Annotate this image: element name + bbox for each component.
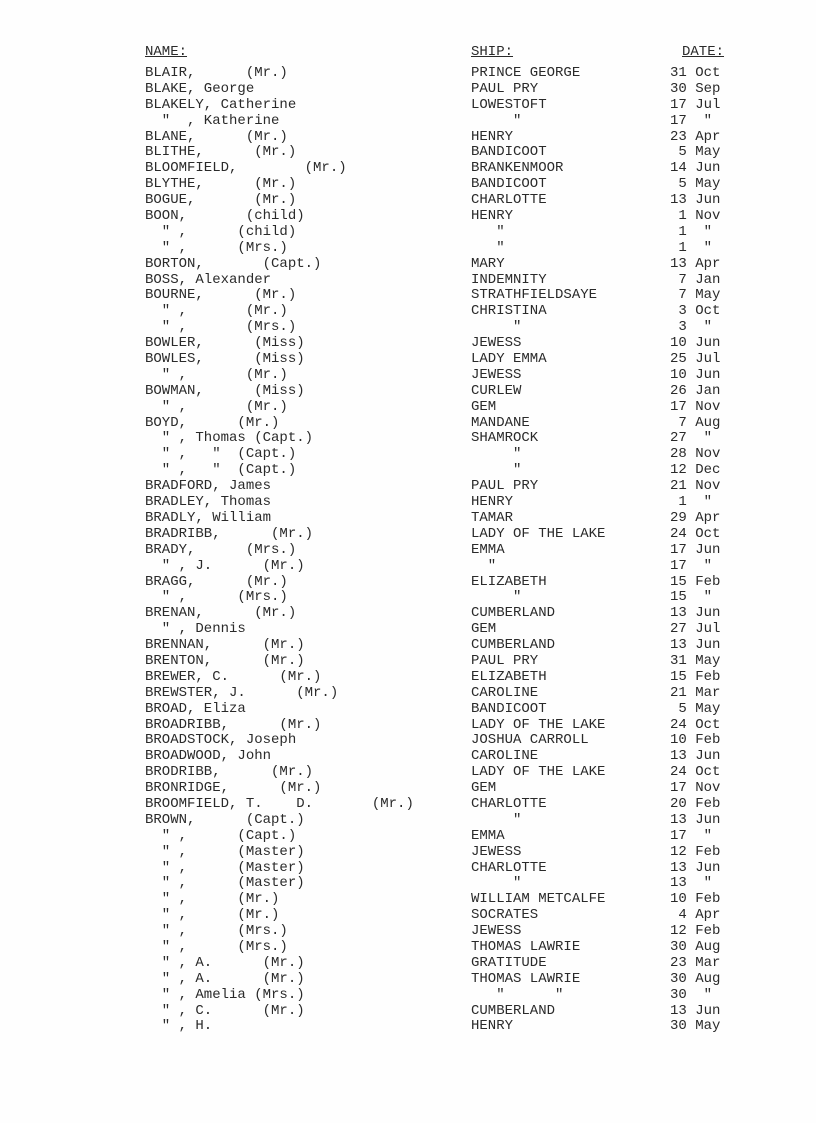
name-cell: BRADRIBB, (Mr.)	[145, 525, 314, 542]
date-cell: 7 Jan	[670, 271, 721, 288]
name-cell: BRADLEY, Thomas	[145, 494, 272, 511]
ship-cell: PAUL PRY	[471, 478, 539, 495]
ship-cell: BRANKENMOOR	[471, 160, 564, 177]
date-cell: 1 Nov	[670, 208, 721, 225]
ship-cell: GEM	[471, 780, 497, 797]
date-cell: 4 Apr	[670, 907, 721, 924]
ship-cell: CUMBERLAND	[471, 1002, 556, 1019]
name-cell: " , J. (Mr.)	[145, 557, 305, 574]
ship-cell: CHARLOTTE	[471, 192, 547, 209]
name-cell: BOWLER, (Miss)	[145, 335, 305, 352]
ship-cell: JEWESS	[471, 843, 522, 860]
table-row	[0, 861, 816, 877]
name-cell: " , (child)	[145, 223, 297, 240]
ship-cell: INDEMNITY	[471, 271, 547, 288]
ship-cell: LADY OF THE LAKE	[471, 716, 606, 733]
table-row	[0, 400, 816, 416]
name-cell: BRAGG, (Mr.)	[145, 573, 288, 590]
table-row	[0, 638, 816, 654]
date-cell: 17 Nov	[670, 780, 721, 797]
name-cell: BROADRIBB, (Mr.)	[145, 716, 322, 733]
ship-cell: MANDANE	[471, 414, 530, 431]
ship-cell: "	[471, 223, 505, 240]
table-row	[0, 209, 816, 225]
date-cell: 13 Jun	[670, 748, 721, 765]
table-row	[0, 606, 816, 622]
table-row	[0, 781, 816, 797]
name-cell: " , (Mrs.)	[145, 319, 297, 336]
date-cell: 21 Mar	[670, 684, 721, 701]
table-row	[0, 797, 816, 813]
table-row	[0, 1019, 816, 1035]
name-cell: BROADSTOCK, Joseph	[145, 732, 297, 749]
name-cell: BROAD, Eliza	[145, 700, 246, 717]
table-row	[0, 876, 816, 892]
date-cell: 13 Jun	[670, 859, 721, 876]
date-cell: 30 Aug	[670, 938, 721, 955]
date-cell: 12 Feb	[670, 843, 721, 860]
date-cell: 23 Apr	[670, 128, 721, 145]
ship-cell: "	[471, 239, 505, 256]
name-cell: " , H.	[145, 1018, 213, 1035]
name-cell: " , (Mrs.)	[145, 938, 288, 955]
table-row	[0, 511, 816, 527]
table-row	[0, 320, 816, 336]
ship-cell: TAMAR	[471, 509, 514, 526]
ship-cell: SHAMROCK	[471, 430, 539, 447]
date-cell: 24 Oct	[670, 525, 721, 542]
table-row	[0, 892, 816, 908]
name-cell: BOSS, Alexander	[145, 271, 272, 288]
ship-cell: LADY OF THE LAKE	[471, 525, 606, 542]
table-row	[0, 288, 816, 304]
name-cell: " , (Master)	[145, 859, 305, 876]
date-cell: 30 May	[670, 1018, 721, 1035]
name-cell: BLAKELY, Catherine	[145, 96, 297, 113]
name-cell: BLAIR, (Mr.)	[145, 65, 288, 81]
ship-cell: PRINCE GEORGE	[471, 65, 581, 81]
table-row	[0, 559, 816, 575]
ship-cell: GRATITUDE	[471, 954, 547, 971]
date-cell: 12 Dec	[670, 462, 721, 479]
table-row	[0, 130, 816, 146]
name-cell: " , C. (Mr.)	[145, 1002, 305, 1019]
date-cell: 27 "	[670, 430, 713, 447]
date-cell: 7 May	[670, 287, 721, 304]
table-row	[0, 829, 816, 845]
ship-cell: CHARLOTTE	[471, 859, 547, 876]
table-row	[0, 988, 816, 1004]
table-row	[0, 924, 816, 940]
date-cell: 17 Jul	[670, 96, 721, 113]
ship-cell: EMMA	[471, 541, 505, 558]
ship-cell: HENRY	[471, 494, 514, 511]
name-cell: " , (Mrs.)	[145, 239, 288, 256]
date-cell: 14 Jun	[670, 160, 721, 177]
name-cell: " , (Mr.)	[145, 398, 288, 415]
table-row	[0, 304, 816, 320]
ship-cell: "	[471, 875, 522, 892]
ship-cell: GEM	[471, 621, 497, 638]
date-cell: 15 Feb	[670, 668, 721, 685]
table-row	[0, 257, 816, 273]
ship-cell: CHARLOTTE	[471, 795, 547, 812]
ship-cell: "	[471, 319, 522, 336]
name-cell: BRADY, (Mrs.)	[145, 541, 297, 558]
table-row	[0, 1004, 816, 1020]
ship-cell: "	[471, 589, 522, 606]
passenger-list	[0, 66, 816, 1035]
table-row	[0, 670, 816, 686]
ship-cell: "	[471, 462, 522, 479]
date-cell: 10 Jun	[670, 335, 721, 352]
ship-cell: HENRY	[471, 208, 514, 225]
name-cell: BOON, (child)	[145, 208, 305, 225]
table-row	[0, 431, 816, 447]
date-cell: 30 Sep	[670, 80, 721, 97]
name-cell: BRENAN, (Mr.)	[145, 605, 297, 622]
date-cell: 13 Jun	[670, 811, 721, 828]
ship-cell: "	[471, 811, 522, 828]
date-cell: 15 "	[670, 589, 713, 606]
name-cell: " , (Mrs.)	[145, 589, 288, 606]
ship-cell: THOMAS LAWRIE	[471, 938, 581, 955]
table-row	[0, 718, 816, 734]
name-cell: " , " (Capt.)	[145, 446, 297, 463]
date-cell: 28 Nov	[670, 446, 721, 463]
name-cell: BREWER, C. (Mr.)	[145, 668, 322, 685]
date-cell: 23 Mar	[670, 954, 721, 971]
name-cell: BRENTON, (Mr.)	[145, 652, 305, 669]
table-row	[0, 66, 816, 82]
date-cell: 1 "	[670, 223, 713, 240]
date-cell: 1 "	[670, 239, 713, 256]
name-cell: " , (Mr.)	[145, 907, 280, 924]
ship-cell: HENRY	[471, 128, 514, 145]
table-row	[0, 241, 816, 257]
ship-cell: HENRY	[471, 1018, 514, 1035]
name-cell: " , (Master)	[145, 843, 305, 860]
table-row	[0, 225, 816, 241]
date-cell: 30 Aug	[670, 970, 721, 987]
ship-cell: STRATHFIELDSAYE	[471, 287, 598, 304]
table-row	[0, 98, 816, 114]
name-cell: BOYD, (Mr.)	[145, 414, 280, 431]
ship-cell: BANDICOOT	[471, 700, 547, 717]
date-cell: 3 Oct	[670, 303, 721, 320]
table-row	[0, 702, 816, 718]
ship-cell: CUMBERLAND	[471, 605, 556, 622]
table-row	[0, 765, 816, 781]
ship-cell: LOWESTOFT	[471, 96, 547, 113]
table-row	[0, 447, 816, 463]
ship-cell: "	[471, 112, 522, 129]
table-row	[0, 82, 816, 98]
table-row	[0, 622, 816, 638]
date-cell: 5 May	[670, 176, 721, 193]
name-cell: BRENNAN, (Mr.)	[145, 637, 305, 654]
ship-cell: JEWESS	[471, 335, 522, 352]
ship-cell: BANDICOOT	[471, 144, 547, 161]
date-cell: 13 Jun	[670, 1002, 721, 1019]
table-row	[0, 813, 816, 829]
name-cell: BLYTHE, (Mr.)	[145, 176, 297, 193]
date-cell: 10 Feb	[670, 732, 721, 749]
name-column-header: NAME:	[145, 44, 188, 60]
table-row	[0, 114, 816, 130]
ship-cell: ELIZABETH	[471, 573, 547, 590]
date-cell: 31 May	[670, 652, 721, 669]
name-cell: BREWSTER, J. (Mr.)	[145, 684, 339, 701]
table-row	[0, 845, 816, 861]
ship-column-header: SHIP:	[471, 44, 514, 60]
date-cell: 17 "	[670, 112, 713, 129]
ship-cell: JEWESS	[471, 366, 522, 383]
name-cell: BRONRIDGE, (Mr.)	[145, 780, 322, 797]
name-cell: BRADFORD, James	[145, 478, 272, 495]
name-cell: BORTON, (Capt.)	[145, 255, 322, 272]
ship-cell: "	[471, 446, 522, 463]
date-cell: 5 May	[670, 144, 721, 161]
name-cell: " , (Master)	[145, 875, 305, 892]
table-row	[0, 193, 816, 209]
table-row	[0, 733, 816, 749]
ship-cell: PAUL PRY	[471, 80, 539, 97]
date-cell: 27 Jul	[670, 621, 721, 638]
date-cell: 13 Jun	[670, 637, 721, 654]
ship-cell: ELIZABETH	[471, 668, 547, 685]
table-row	[0, 479, 816, 495]
table-row	[0, 161, 816, 177]
ship-cell: MARY	[471, 255, 505, 272]
date-cell: 17 Nov	[670, 398, 721, 415]
table-row	[0, 145, 816, 161]
date-cell: 13 "	[670, 875, 713, 892]
name-cell: " , Thomas (Capt.)	[145, 430, 314, 447]
ship-cell: CHRISTINA	[471, 303, 547, 320]
ship-cell: BANDICOOT	[471, 176, 547, 193]
ship-cell: JEWESS	[471, 923, 522, 940]
table-row	[0, 590, 816, 606]
name-cell: BOGUE, (Mr.)	[145, 192, 297, 209]
name-cell: " , (Mr.)	[145, 366, 288, 383]
name-cell: " , " (Capt.)	[145, 462, 297, 479]
name-cell: BOWLES, (Miss)	[145, 351, 305, 368]
name-cell: BRODRIBB, (Mr.)	[145, 764, 314, 781]
table-row	[0, 972, 816, 988]
date-cell: 24 Oct	[670, 764, 721, 781]
date-cell: 21 Nov	[670, 478, 721, 495]
name-cell: " , A. (Mr.)	[145, 954, 305, 971]
date-cell: 26 Jan	[670, 382, 721, 399]
table-row	[0, 368, 816, 384]
ship-cell: "	[471, 557, 497, 574]
table-row	[0, 575, 816, 591]
name-cell: BROOMFIELD, T. D. (Mr.)	[145, 795, 414, 812]
ship-cell: THOMAS LAWRIE	[471, 970, 581, 987]
ship-cell: CURLEW	[471, 382, 522, 399]
name-cell: BLITHE, (Mr.)	[145, 144, 297, 161]
name-cell: BROADWOOD, John	[145, 748, 272, 765]
date-cell: 31 Oct	[670, 65, 721, 81]
name-cell: " , (Mr.)	[145, 303, 288, 320]
date-cell: 10 Feb	[670, 891, 721, 908]
table-row	[0, 749, 816, 765]
name-cell: BLOOMFIELD, (Mr.)	[145, 160, 347, 177]
date-column-header: DATE:	[682, 44, 725, 60]
table-row	[0, 543, 816, 559]
date-cell: 1 "	[670, 494, 713, 511]
table-row	[0, 336, 816, 352]
table-row	[0, 956, 816, 972]
table-row	[0, 352, 816, 368]
table-row	[0, 908, 816, 924]
name-cell: BRADLY, William	[145, 509, 272, 526]
date-cell: 25 Jul	[670, 351, 721, 368]
name-cell: BROWN, (Capt.)	[145, 811, 305, 828]
ship-cell: GEM	[471, 398, 497, 415]
name-cell: BLANE, (Mr.)	[145, 128, 288, 145]
date-cell: 15 Feb	[670, 573, 721, 590]
ship-cell: " "	[471, 986, 564, 1003]
table-row	[0, 940, 816, 956]
date-cell: 13 Apr	[670, 255, 721, 272]
date-cell: 5 May	[670, 700, 721, 717]
ship-cell: SOCRATES	[471, 907, 539, 924]
date-cell: 17 "	[670, 827, 713, 844]
date-cell: 13 Jun	[670, 192, 721, 209]
ship-cell: WILLIAM METCALFE	[471, 891, 606, 908]
table-row	[0, 654, 816, 670]
ship-cell: CAROLINE	[471, 748, 539, 765]
ship-cell: PAUL PRY	[471, 652, 539, 669]
name-cell: " , (Mr.)	[145, 891, 280, 908]
date-cell: 7 Aug	[670, 414, 721, 431]
table-row	[0, 177, 816, 193]
date-cell: 29 Apr	[670, 509, 721, 526]
ship-cell: LADY OF THE LAKE	[471, 764, 606, 781]
table-row	[0, 384, 816, 400]
ship-cell: JOSHUA CARROLL	[471, 732, 589, 749]
date-cell: 30 "	[670, 986, 713, 1003]
table-row	[0, 527, 816, 543]
date-cell: 17 "	[670, 557, 713, 574]
date-cell: 10 Jun	[670, 366, 721, 383]
name-cell: BOWMAN, (Miss)	[145, 382, 305, 399]
date-cell: 13 Jun	[670, 605, 721, 622]
date-cell: 3 "	[670, 319, 713, 336]
table-row	[0, 416, 816, 432]
table-row	[0, 273, 816, 289]
ship-cell: LADY EMMA	[471, 351, 547, 368]
name-cell: " , A. (Mr.)	[145, 970, 305, 987]
date-cell: 12 Feb	[670, 923, 721, 940]
ship-cell: CAROLINE	[471, 684, 539, 701]
name-cell: " , Amelia (Mrs.)	[145, 986, 305, 1003]
table-row	[0, 495, 816, 511]
name-cell: BOURNE, (Mr.)	[145, 287, 297, 304]
name-cell: " , Katherine	[145, 112, 280, 129]
name-cell: " , (Mrs.)	[145, 923, 288, 940]
name-cell: BLAKE, George	[145, 80, 255, 97]
ship-cell: EMMA	[471, 827, 505, 844]
table-row	[0, 463, 816, 479]
name-cell: " , (Capt.)	[145, 827, 297, 844]
name-cell: " , Dennis	[145, 621, 246, 638]
date-cell: 17 Jun	[670, 541, 721, 558]
date-cell: 24 Oct	[670, 716, 721, 733]
table-row	[0, 686, 816, 702]
date-cell: 20 Feb	[670, 795, 721, 812]
ship-cell: CUMBERLAND	[471, 637, 556, 654]
